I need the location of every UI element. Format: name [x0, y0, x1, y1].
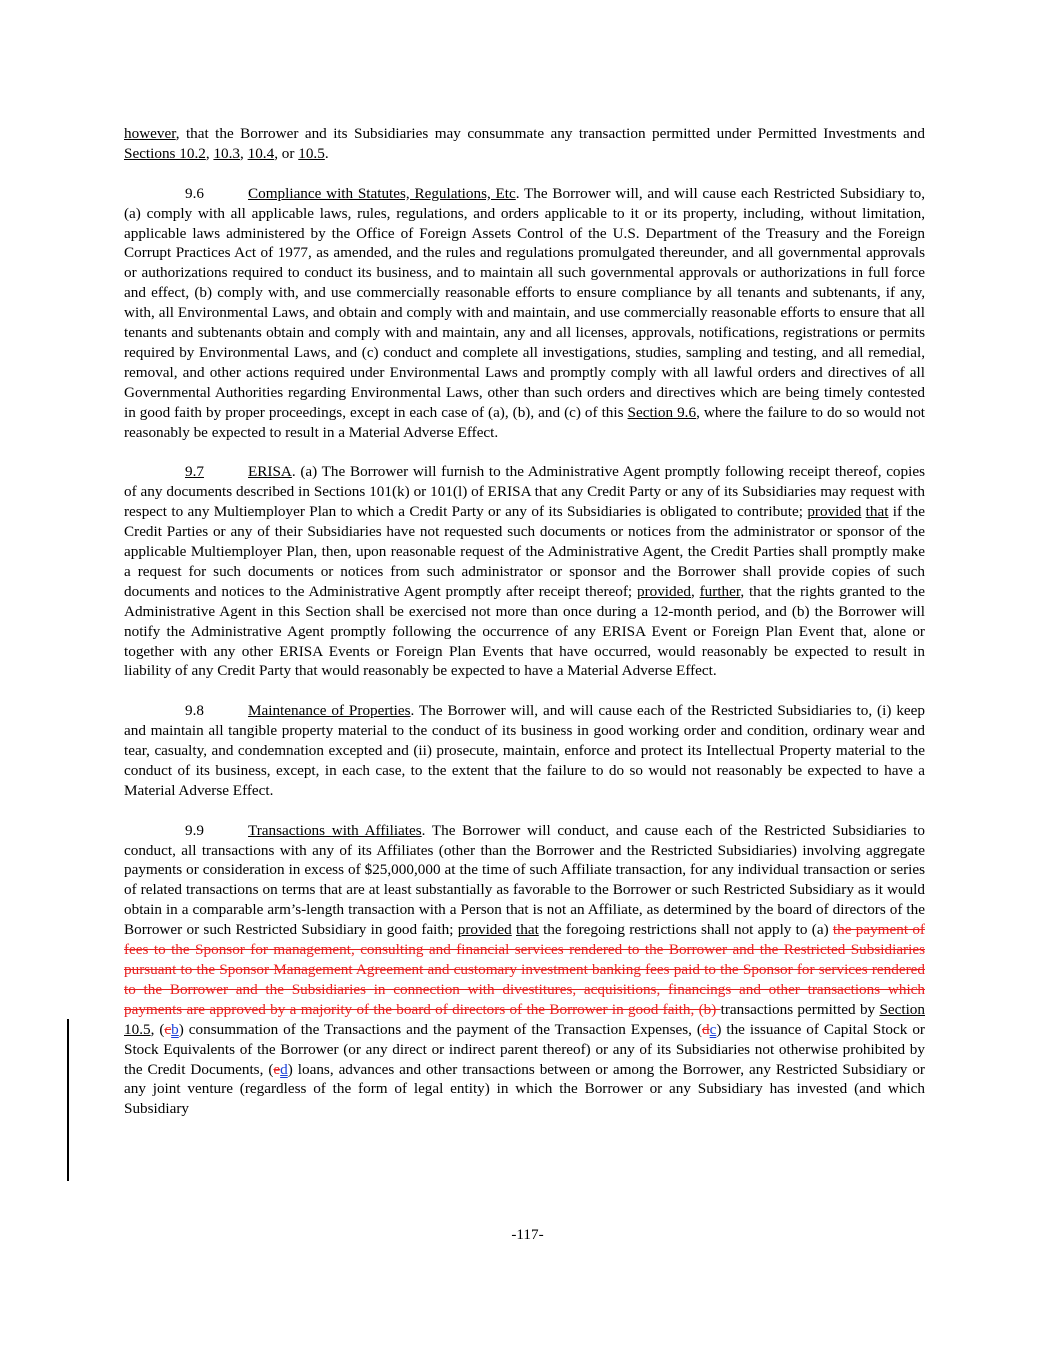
section-10-3-ref: 10.3: [213, 144, 241, 162]
document-page: [124, 124, 925, 1139]
deleted-letter: c: [164, 1020, 172, 1038]
deleted-letter: e: [273, 1060, 281, 1078]
section-number: 9.6: [185, 184, 204, 202]
section-title: ERISA: [248, 463, 292, 481]
page-number: -117-: [511, 1226, 544, 1243]
deleted-letter: d: [701, 1020, 710, 1038]
section-number: 9.9: [185, 821, 204, 839]
intro-paragraph: however, that the Borrower and its Subsidiaries may consummate any transaction permitted under Permitted Investments and Sections 10.2, 10.3, 10.4, or 10.5.: [124, 125, 925, 162]
inserted-letter: b: [171, 1020, 179, 1038]
provided-term: provided: [457, 921, 512, 939]
section-9-6-ref: Section 9.6: [627, 403, 697, 421]
section-title: Maintenance of Properties: [248, 702, 411, 720]
section-title: Transactions with Affiliates: [248, 821, 422, 839]
that-term: that: [865, 503, 889, 521]
section-number: 9.7: [185, 463, 204, 481]
section-9-8: 9.8 Maintenance of Properties. The Borrower will, and will cause each of the Restricted Subsidiaries to, (i) keep and maintain all tangible property material to the conduct of its business in good working order and condition, ordinary wear and tear, casualty, and condemnation excepted and (ii) prosecute, maintain, enforce and protect its Intellectual Property material to the conduct of its business, except, in each case, to the extent that the failure to do so would not reasonably be expected to have a Material Adverse Effect.: [124, 702, 925, 799]
section-title: Compliance with Statutes, Regulations, Etc: [248, 184, 516, 202]
section-10-4-ref: 10.4: [247, 144, 275, 162]
section-9-9: 9.9 Transactions with Affiliates. The Borrower will conduct, and cause each of the Restricted Subsidiaries to conduct, all transactions with any of its Affiliates (other than the Borrower and the Restricted Subsidiaries) involving aggregate payments or consideration in excess of $25,000,000 at the time of such Affiliate transaction, for any individual transaction or series of related transactions on terms that are at least substantially as favorable to the Borrower or such Restricted Subsidiary as it would obtain in a comparable arm’s-length transaction with a Person that is not an Affiliate, as determined by the board of directors of the Borrower or such Restricted Subsidiary in good faith; provided that the foregoing restrictions shall not apply to (a) the payment of fees to the Sponsor for management, consulting and financial services rendered to the Borrower and the Restricted Subsidiaries pursuant to the Sponsor Management Agreement and customary investment banking fees paid to the Sponsor for services rendered to the Borrower and the Subsidiaries in connection with divestitures, acquisitions, financings and other transactions which payments are approved by a majority of the board of directors of the Borrower in good faith, (b) transactions permitted by Section 10.5, (cb) consummation of the Transactions and the payment of the Transaction Expenses, (dc) the issuance of Capital Stock or Stock Equivalents of the Borrower (or any direct or indirect parent thereof) or any of its Subsidiaries not otherwise prohibited by the Credit Documents, (ed) loans, advances and other transactions between or among the Borrower, any Restricted Subsidiary or any joint venture (regardless of the form of legal entity) in which the Borrower or any Subsidiary has invested (and which Subsidiary: [124, 821, 925, 1118]
inserted-letter: d: [280, 1060, 288, 1078]
section-10-5-ref: Section 10.5: [124, 1000, 925, 1038]
further-term: further: [699, 582, 741, 600]
provided-term: provided: [636, 582, 691, 600]
section-9-7: 9.7 ERISA. (a) The Borrower will furnish to the Administrative Agent promptly following receipt thereof, copies of any documents described in Sections 101(k) or 101(l) of ERISA that any Credit Party or any of its Subsidiaries may request with respect to any Multiemployer Plan to which a Credit Party or any of its Subsidiaries is obligated to contribute; provided that if the Credit Parties or any of their Subsidiaries have not requested such documents or notices from the administrator or sponsor of the applicable Multiemployer Plan, then, upon reasonable request of the Administrative Agent, the Credit Parties shall promptly make a request for such documents or notices from such administrator or sponsor and the Borrower shall provide copies of such documents and notices to the Administrative Agent promptly after receipt thereof; provided, further, that the rights granted to the Administrative Agent in this Section shall be exercised not more than once during a 12-month period, and (b) the Borrower will notify the Administrative Agent promptly following the occurrence of any ERISA Event or Foreign Plan Event that, alone or together with any other ERISA Events or Foreign Plan Events that have occurred, would reasonably be expected to result in liability of any Credit Party that would reasonably be expected to have a Material Adverse Effect.: [124, 463, 926, 680]
section-number: 9.8: [185, 702, 204, 720]
section-9-6: 9.6 Compliance with Statutes, Regulations, Etc. The Borrower will, and will cause each Restricted Subsidiary to, (a) comply with all applicable laws, rules, regulations, and orders applicable to it or its property, including, without limitation, applicable laws administered by the Office of Foreign Assets Control of the U.S. Department of the Treasury and the Foreign Corrupt Practices Act of 1977, as amended, and the rules and regulations promulgated thereunder, and all governmental approvals or authorizations required to conduct its business, and to maintain all such governmental approvals or authorizations in full force and effect, (b) comply with, and use commercially reasonable efforts to ensure compliance by all tenants and subtenants, if any, with, all Environmental Laws, and obtain and comply with and maintain, and use commercially reasonable efforts to ensure that all tenants and subtenants obtain and comply with and maintain, any and all licenses, approvals, notifications, registrations or permits required by Environmental Laws, and (c) conduct and complete all investigations, studies, sampling and testing, and all remedial, removal, and other actions required under Environmental Laws and promptly comply with all lawful orders and directives of all Governmental Authorities regarding Environmental Laws, other than such orders and directives which are being timely contested in good faith by proper proceedings, except in each case of (a), (b), and (c) of this Section 9.6, where the failure to do so would not reasonably be expected to result in a Material Adverse Effect.: [124, 184, 926, 441]
deleted-text: the payment of fees to the Sponsor for management, consulting and financial services rendered to the Borrower and the Restricted Subsidiaries pursuant to the Sponsor Management Agreement and customary investment banking fees paid to the Sponsor for services rendered to the Borrower and the Subsidiaries in connection with divestitures, acquisitions, financings and other transactions which payments are approved by a majority of the board of directors of the Borrower in good faith, (b): [124, 921, 925, 1018]
inserted-letter: c: [709, 1020, 717, 1038]
that-term: that: [516, 921, 539, 939]
however-term: however: [124, 125, 176, 142]
change-bar: [67, 1019, 69, 1181]
provided-term: provided: [807, 503, 862, 521]
section-10-5-ref: 10.5: [298, 144, 325, 162]
sections-ref: Sections 10.2: [124, 144, 206, 162]
